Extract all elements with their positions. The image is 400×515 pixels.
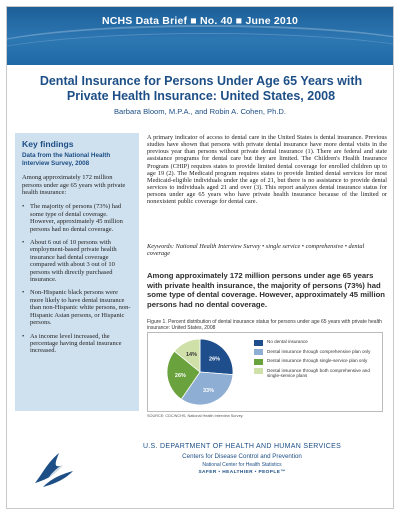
key-findings-list (22, 203, 132, 354)
pie-data-label: 26% (209, 356, 221, 363)
key-findings-heading: Key findings (22, 139, 74, 149)
legend-swatch (254, 349, 263, 355)
department-name: U.S. DEPARTMENT OF HEALTH AND HUMAN SERVICES (142, 443, 342, 450)
legend-label: No dental insurance (267, 339, 308, 344)
list-item: • Non-Hispanic black persons were more likely to have dental insurance than non-Hispanic white persons, non-Hispanic Asian persons, or Hispanic persons. (22, 289, 132, 326)
hhs-eagle-logo-icon (29, 443, 79, 491)
pie-data-label: 26% (174, 372, 186, 379)
legend-item (254, 358, 380, 365)
keywords: Keywords: National Health Interview Survey • single service • comprehensive • dental coverage (147, 243, 365, 258)
figure-caption: Figure 1. Percent distribution of dental insurance status for persons under age 65 years with private health insurance: United States, 2008 (147, 319, 382, 331)
key-findings-sidebar (15, 133, 139, 411)
body-paragraph: A primary indicator of access to dental care in the United States is dental insurance. Previous studies have shown that persons with private dental insurance have more dental visits in the previous year than persons without private dental insurance (1). There are federal and state assistance programs for dental care but they are limited. The Children's Health Insurance Program (CHIP) requires states to provide limited dental coverage for enrolled children up to age 19 (2). The Medicaid program requires states to provide limited dental services for most Medicaid-eligible individuals under the age of 21, but there is no assistance to provide dental services to individuals aged 21 and over (3). This report analyzes dental insurance status for persons under age 65 years who have private health insurance because of the limited or nonexistent public coverage for dental care. (147, 134, 387, 206)
legend-swatch (254, 359, 263, 365)
pie-chart (148, 333, 252, 411)
chart-legend (254, 339, 380, 382)
key-findings-source: Data from the National Health Interview Survey, 2008 (22, 152, 111, 167)
list-item: • As income level increased, the percentage having dental insurance increased. (22, 333, 132, 355)
tagline: SAFER • HEALTHIER • PEOPLE™ (198, 470, 286, 475)
banner-wave (7, 33, 393, 65)
legend-label: Dental insurance through both comprehensive and single-service plans (267, 367, 370, 378)
center-name: National Center for Health Statistics (202, 462, 282, 468)
legend-swatch (254, 340, 263, 346)
list-item: • About 6 out of 10 persons with employment-based private health insurance had dental coverage compared with about 3 out of 10 persons with directly purchased insurance. (22, 239, 132, 283)
legend-item (254, 368, 380, 379)
list-item: • The majority of persons (73%) had some type of dental coverage. However, approximately 45 million persons had no dental coverage. (22, 203, 132, 233)
authors: Barbara Bloom, M.P.A., and Robin A. Cohen, Ph.D. (113, 107, 287, 116)
key-findings-intro: Among approximately 172 million persons under age 65 years with private health insurance: (22, 174, 126, 196)
data-brief-page (6, 6, 394, 509)
banner-title: NCHS Data Brief ■ No. 40 ■ June 2010 (101, 15, 299, 27)
pie-data-label: 33% (203, 387, 215, 394)
footer (7, 435, 393, 509)
legend-item (254, 339, 380, 346)
header-banner (7, 7, 393, 65)
legend-label: Dental insurance through comprehensive plan only (267, 348, 371, 354)
agency-name: Centers for Disease Control and Prevention (182, 453, 302, 460)
page-title: Dental Insurance for Persons Under Age 65 Years with Private Health Insurance: United States, 2008 (39, 74, 363, 103)
legend-label: Dental insurance through single-service plan only (267, 358, 368, 363)
chart-source-note: SOURCE: CDC/NCHS, National Health Interview Survey. (147, 414, 244, 418)
pie-chart-figure (147, 332, 383, 412)
highlight-statement: Among approximately 172 million persons under age 65 years with private health insurance, the majority of persons (73%) had some type of dental coverage. However, approximately 45 million persons had no dental coverage. (147, 271, 385, 309)
pie-data-label: 14% (185, 352, 197, 359)
legend-item (254, 349, 380, 356)
legend-swatch (254, 368, 263, 374)
